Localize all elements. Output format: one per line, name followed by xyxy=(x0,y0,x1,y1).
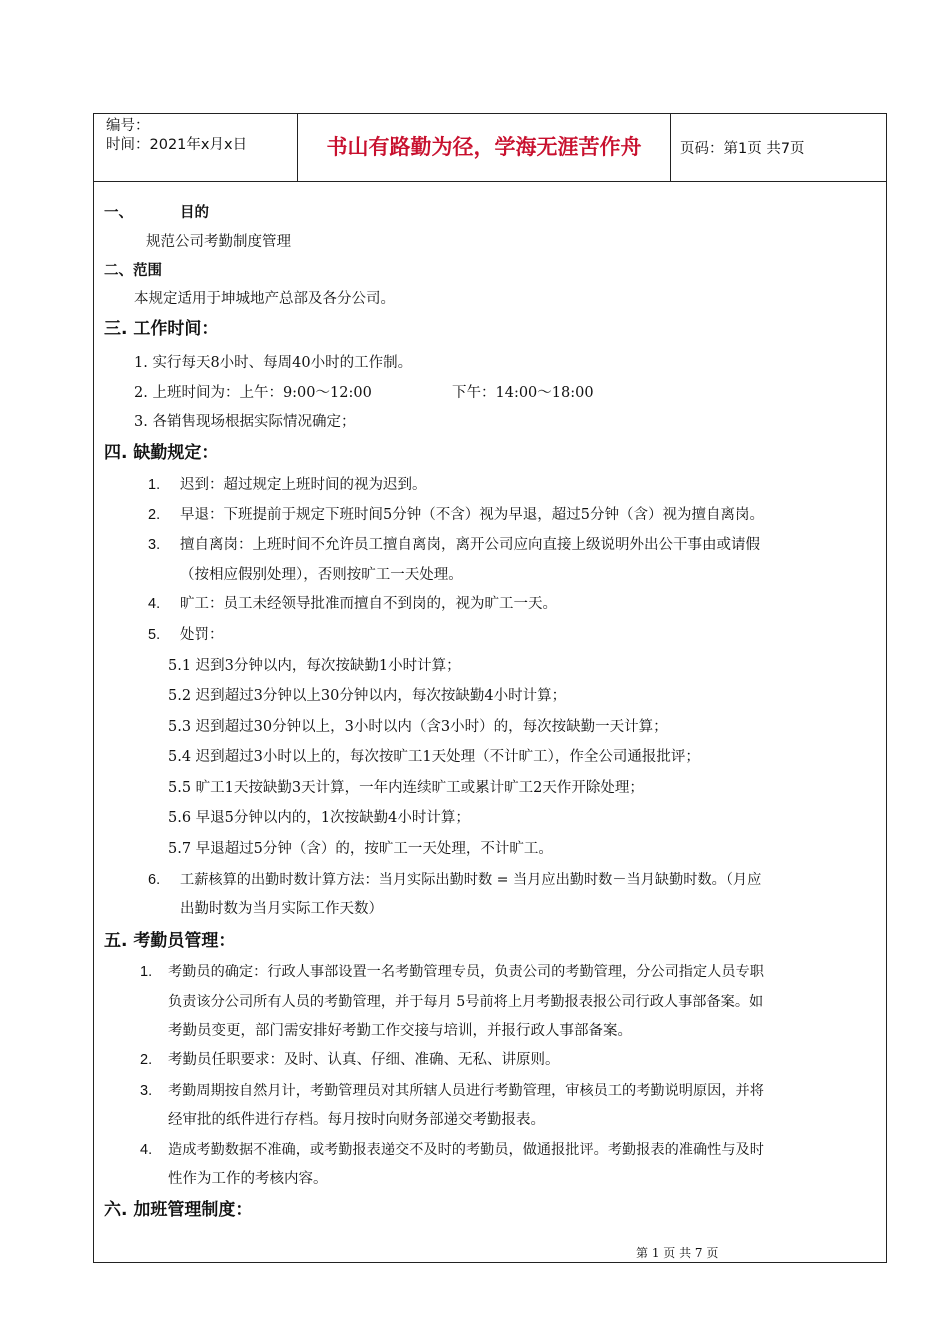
section-3-title: 三. 工作时间： xyxy=(104,319,219,339)
penalty-5-4: 5.4 迟到超过3小时以上的，每次按旷工1天处理（不计旷工），作全公司通报批评； xyxy=(168,749,700,765)
penalty-5-1: 5.1 迟到3分钟以内，每次按缺勤1小时计算； xyxy=(168,658,461,674)
penalty-5-2: 5.2 迟到超过3分钟以上30分钟以内，每次按缺勤4小时计算； xyxy=(168,688,567,704)
absence-item-3-cont: （按相应假别处理），否则按旷工一天处理。 xyxy=(180,567,463,583)
clerk-item-3-number: 3. xyxy=(140,1083,153,1099)
absence-item-4: 旷工：员工未经领导批准而擅自不到岗的，视为旷工一天。 xyxy=(180,596,557,612)
penalty-5-3: 5.3 迟到超过30分钟以上，3小时以内（含3小时）的，每次按缺勤一天计算； xyxy=(168,719,668,735)
section-4-title: 四. 缺勤规定： xyxy=(104,443,219,463)
penalty-5-5: 5.5 旷工1天按缺勤3天计算，一年内连续旷工或累计旷工2天作开除处理； xyxy=(168,780,644,796)
absence-item-3-number: 3. xyxy=(148,537,161,553)
absence-item-6-number: 6. xyxy=(148,872,161,888)
section-5-title: 五. 考勤员管理： xyxy=(104,931,236,951)
clerk-item-3-cont: 经审批的纸件进行存档。每月按时向财务部递交考勤报表。 xyxy=(168,1112,545,1128)
section-1-body: 规范公司考勤制度管理 xyxy=(146,234,291,250)
header-divider-right xyxy=(670,113,671,181)
absence-item-6: 工薪核算的出勤时数计算方法：当月实际出勤时数 = 当月应出勤时数－当月缺勤时数。（月应 xyxy=(180,872,762,888)
section-1-number: 一、 xyxy=(104,205,133,221)
clerk-item-4-number: 4. xyxy=(140,1142,153,1158)
page-info: 页码：第1页 共7页 xyxy=(680,141,805,157)
clerk-item-2-number: 2. xyxy=(140,1052,153,1068)
work-time-item-1: 1. 实行每天8小时、每周40小时的工作制。 xyxy=(134,355,413,371)
work-time-afternoon: 下午：14:00～18:00 xyxy=(452,385,594,401)
header-divider xyxy=(93,181,887,182)
absence-item-1: 迟到：超过规定上班时间的视为迟到。 xyxy=(180,477,427,493)
section-1-title: 目的 xyxy=(180,205,209,221)
clerk-item-1-cont-2: 考勤员变更，部门需安排好考勤工作交接与培训，并报行政人事部备案。 xyxy=(168,1023,632,1039)
clerk-item-1-cont-1: 负责该分公司所有人员的考勤管理，并于每月 5号前将上月考勤报表报公司行政人事部备案。如 xyxy=(168,994,764,1010)
penalty-5-6: 5.6 早退5分钟以内的，1次按缺勤4小时计算； xyxy=(168,810,470,826)
motto: 书山有路勤为径，学海无涯苦作舟 xyxy=(326,135,642,159)
work-time-item-2: 2. 上班时间为：上午：9:00～12:00 xyxy=(134,385,372,401)
time-label: 时间：2021年x月x日 xyxy=(106,137,248,153)
absence-item-1-number: 1. xyxy=(148,477,161,493)
section-2-title: 二、范围 xyxy=(104,263,162,279)
absence-item-5-number: 5. xyxy=(148,627,161,643)
absence-item-4-number: 4. xyxy=(148,596,161,612)
clerk-item-4: 造成考勤数据不准确，或考勤报表递交不及时的考勤员，做通报批评。考勤报表的准确性与及时 xyxy=(168,1142,764,1158)
absence-item-2-number: 2. xyxy=(148,507,161,523)
code-label: 编号： xyxy=(106,118,150,134)
page-footer: 第 1 页 共 7 页 xyxy=(636,1246,719,1260)
section-6-title: 六. 加班管理制度： xyxy=(104,1200,253,1220)
work-time-item-3: 3. 各销售现场根据实际情况确定； xyxy=(134,414,356,430)
absence-item-2: 早退：下班提前于规定下班时间5分钟（不含）视为早退，超过5分钟（含）视为擅自离岗。 xyxy=(180,507,764,523)
clerk-item-3: 考勤周期按自然月计，考勤管理员对其所辖人员进行考勤管理，审核员工的考勤说明原因，并将 xyxy=(168,1083,764,1099)
absence-item-5: 处罚： xyxy=(180,627,224,643)
clerk-item-2: 考勤员任职要求：及时、认真、仔细、准确、无私、讲原则。 xyxy=(168,1052,560,1068)
clerk-item-1-number: 1. xyxy=(140,964,153,980)
section-2-body: 本规定适用于坤城地产总部及各分公司。 xyxy=(134,291,395,307)
penalty-5-7: 5.7 早退超过5分钟（含）的，按旷工一天处理，不计旷工。 xyxy=(168,841,553,857)
clerk-item-4-cont: 性作为工作的考核内容。 xyxy=(168,1171,328,1187)
clerk-item-1: 考勤员的确定：行政人事部设置一名考勤管理专员，负责公司的考勤管理，分公司指定人员专职 xyxy=(168,964,764,980)
absence-item-6-cont: 出勤时数为当月实际工作天数） xyxy=(180,901,383,917)
absence-item-3: 擅自离岗：上班时间不允许员工擅自离岗，离开公司应向直接上级说明外出公干事由或请假 xyxy=(180,537,760,553)
